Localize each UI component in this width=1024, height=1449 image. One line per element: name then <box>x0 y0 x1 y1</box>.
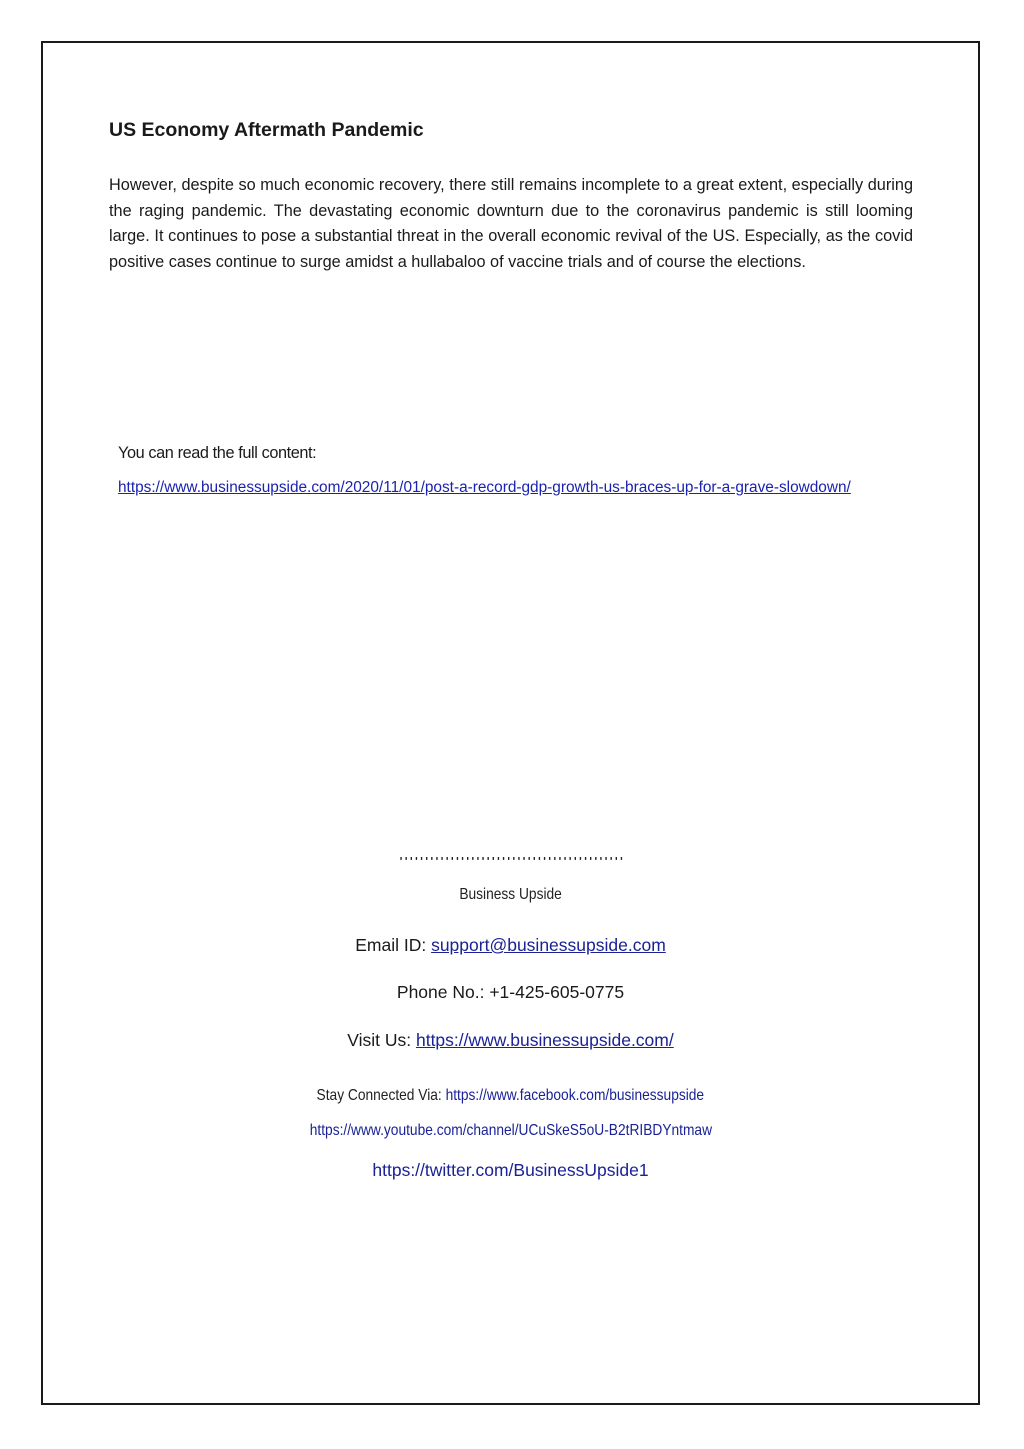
visit-line <box>41 1030 980 1051</box>
website-link[interactable]: https://www.businessupside.com/ <box>415 1030 674 1050</box>
phone-label: Phone No.: <box>396 982 490 1002</box>
article-title: US Economy Aftermath Pandemic <box>109 119 424 141</box>
social-line-facebook-inner <box>317 1087 705 1105</box>
email-label: Email ID: <box>355 935 432 955</box>
social-line-youtube <box>41 1122 980 1140</box>
read-more-section <box>118 441 908 501</box>
social-line-youtube-inner <box>309 1122 711 1140</box>
brand-name-text: Business Upside <box>459 886 562 903</box>
email-line <box>41 935 980 956</box>
phone-number: +1-425-605-0775 <box>489 982 625 1002</box>
social-line-twitter <box>41 1160 980 1181</box>
visit-label: Visit Us: <box>347 1030 416 1050</box>
read-more-label: You can read the full content: <box>118 444 317 462</box>
social-line-facebook <box>41 1087 980 1105</box>
phone-line <box>41 982 980 1003</box>
facebook-link[interactable]: https://www.facebook.com/businessupside <box>445 1087 705 1104</box>
twitter-link[interactable]: https://twitter.com/BusinessUpside1 <box>372 1160 649 1180</box>
social-label: Stay Connected Via: <box>316 1087 446 1104</box>
youtube-link[interactable]: https://www.youtube.com/channel/UCuSkeS5oU-B2tRIBDYntmaw <box>309 1122 712 1139</box>
article-body: However, despite so much economic recovery, there still remains incomplete to a great extent, especially during the raging pandemic. The devastating economic downturn due to the coronavirus pandemic is still looming large. It continues to pose a substantial threat in the overall economic revival of the US. Especially, as the covid positive cases continue to surge amidst a hullabaloo of vaccine trials and of course the elections. <box>109 176 913 271</box>
brand-name <box>41 886 980 904</box>
full-article-link[interactable]: https://www.businessupside.com/2020/11/01/post-a-record-gdp-growth-us-braces-up-for-a-grave-slowdown/ <box>118 479 851 496</box>
footer-ornament: '''''''''''''''''''''''''''''''''''''''''''' <box>397 855 624 868</box>
email-link[interactable]: support@businessupside.com <box>431 935 666 955</box>
